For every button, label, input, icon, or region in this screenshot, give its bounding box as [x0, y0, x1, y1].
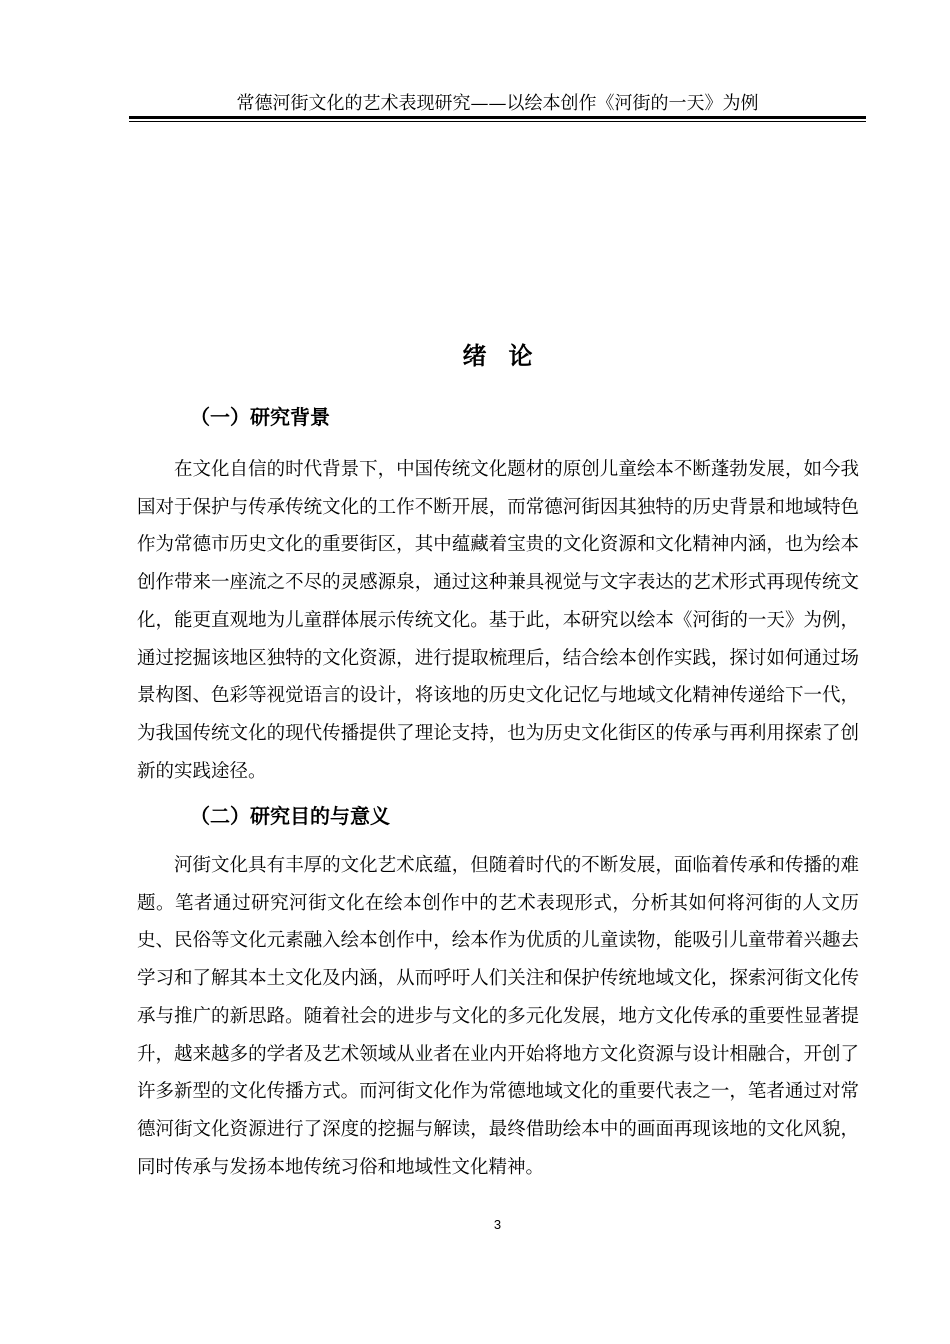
chapter-title-part1: 绪 — [462, 342, 487, 370]
chapter-title-part2: 论 — [508, 342, 533, 370]
section-heading-background: （一）研究背景 — [190, 405, 330, 429]
page-number: 3 — [493, 1217, 502, 1232]
header-rule-thin — [129, 121, 866, 122]
paragraph-background: 在文化自信的时代背景下，中国传统文化题材的原创儿童绘本不断蓬勃发展，如今我国对于保护与传承传统文化的工作不断开展，而常德河街因其独特的历史背景和地域特色作为常德市历史文化的重要街区，其中蕴藏着宝贵的文化资源和文化精神内涵，也为绘本创作带来一座流之不尽的灵感源泉，通过这种兼具视觉与文字表达的艺术形式再现传统文化，能更直观地为儿童群体展示传统文化。基于此，本研究以绘本《河街的一天》为例，通过挖掘该地区独特的文化资源，进行提取梳理后，结合绘本创作实践，探讨如何通过场景构图、色彩等视觉语言的设计，将该地的历史文化记忆与地域文化精神传递给下一代，为我国传统文化的现代传播提供了理论支持，也为历史文化街区的传承与再利用探索了创新的实践途径。 — [137, 459, 859, 782]
chapter-title — [129, 340, 866, 372]
header-rule-thick — [129, 116, 866, 119]
running-header: 常德河街文化的艺术表现研究——以绘本创作《河街的一天》为例 — [236, 93, 759, 114]
paragraph-purpose: 河街文化具有丰厚的文化艺术底蕴，但随着时代的不断发展，面临着传承和传播的难题。笔者通过研究河街文化在绘本创作中的艺术表现形式，分析其如何将河街的人文历史、民俗等文化元素融入绘本创作中，绘本作为优质的儿童读物，能吸引儿童带着兴趣去学习和了解其本土文化及内涵，从而呼吁人们关注和保护传统地域文化，探索河街文化传承与推广的新思路。随着社会的进步与文化的多元化发展，地方文化传承的重要性显著提升，越来越多的学者及艺术领域从业者在业内开始将地方文化资源与设计相融合，开创了许多新型的文化传播方式。而河街文化作为常德地域文化的重要代表之一，笔者通过对常德河街文化资源进行了深度的挖掘与解读，最终借助绘本中的画面再现该地的文化风貌，同时传承与发扬本地传统习俗和地域性文化精神。 — [137, 855, 859, 1178]
section-heading-purpose: （二）研究目的与意义 — [190, 804, 390, 828]
